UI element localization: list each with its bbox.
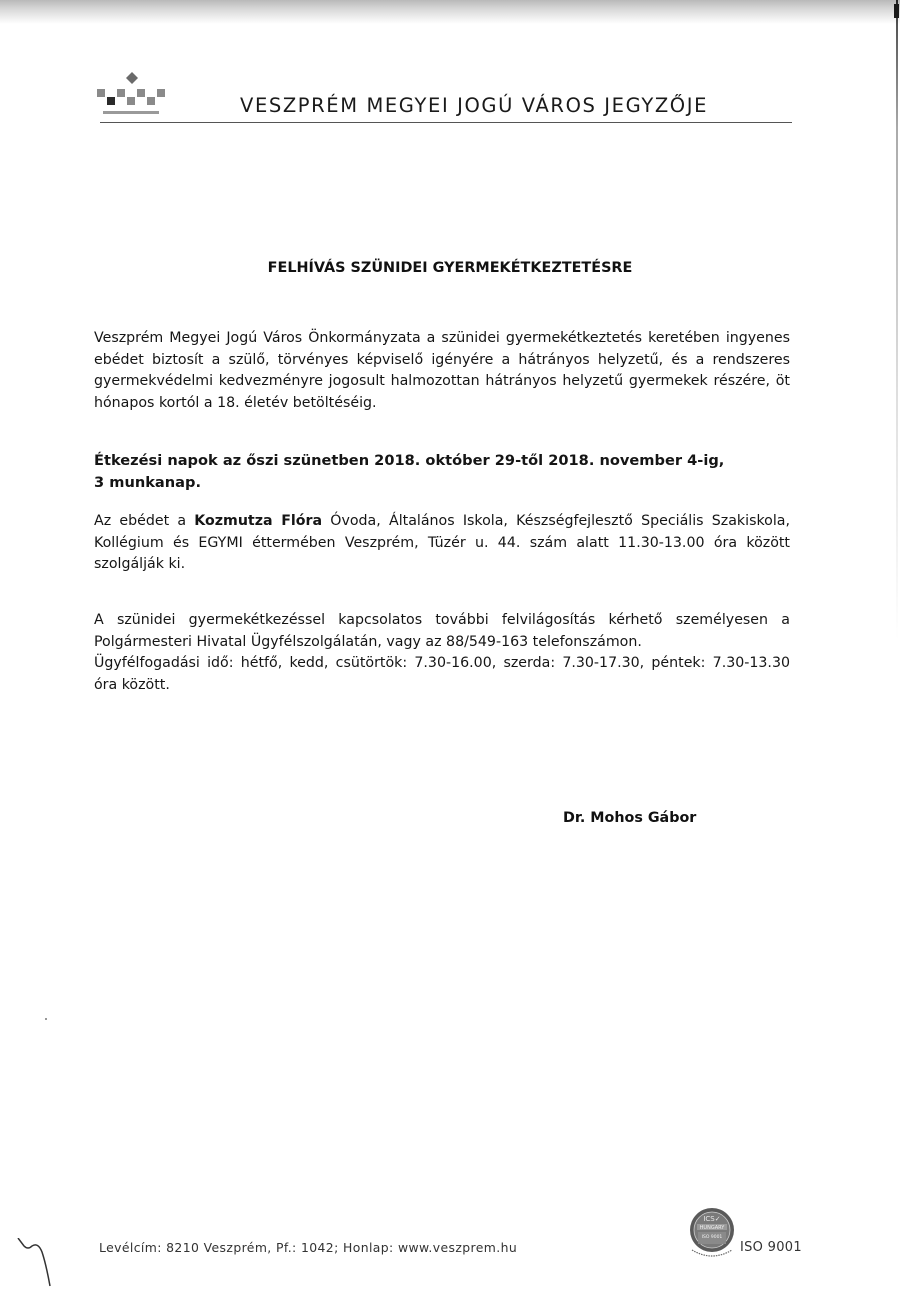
ics-hungary-iso-seal-icon: [688, 1206, 736, 1262]
city-crest-checkerboard-icon: [96, 70, 168, 120]
scan-edge-right: [896, 0, 898, 640]
header-divider: [100, 122, 792, 123]
venue-name: Kozmutza Flóra: [194, 513, 323, 529]
venue-prefix: Az ebédet a: [94, 513, 195, 529]
meal-days-notice: [94, 450, 790, 493]
venue-details: Óvoda, Általános Iskola, Készségfejlesztő Speciális Szakiskola, Kollégium és EGYMI éttermében Veszprém, Tüzér u. 44. szám alatt 11.30-13.00 óra között szolgálják ki.: [94, 513, 790, 572]
signatory-name: Dr. Mohos Gábor: [563, 810, 697, 826]
svg-text:ISO 9001: ISO 9001: [701, 1235, 723, 1240]
iso-certification-label: ISO 9001: [740, 1240, 802, 1255]
organization-title: VESZPRÉM MEGYEI JOGÚ VÁROS JEGYZŐJE: [240, 94, 709, 117]
office-hours: Ügyfélfogadási idő: hétfő, kedd, csütörtök: 7.30-16.00, szerda: 7.30-17.30, péntek: 7.30-13.30 óra között.: [94, 655, 790, 693]
document-title: FELHÍVÁS SZÜNIDEI GYERMEKÉTKEZTETÉSRE: [267, 260, 633, 276]
svg-text:HUNGARY: HUNGARY: [699, 1225, 725, 1231]
meal-days-count: 3 munkanap.: [94, 473, 202, 491]
contact-info: A szünidei gyermekétkezéssel kapcsolatos további felvilágosítás kérhető személyesen a Polgármesteri Hivatal Ügyfélszolgálatán, vagy az 88/549-163 telefonszámon.: [94, 612, 790, 650]
meal-days-dates: Étkezési napok az őszi szünetben 2018. október 29-től 2018. november 4-ig,: [94, 452, 725, 469]
pen-mark: [10, 1238, 55, 1288]
intro-paragraph: Veszprém Megyei Jogú Város Önkormányzata a szünidei gyermekétkeztetés keretében ingyenes ebédet biztosít a szülő, törvényes képviselő igényére a hátrányos helyzetű, és a rendszeres gyermekvédelmi kedvezményre jogosult halmozottan hátrányos helyzetű gyermekek részére, öt hónapos kortól a 18. életév betöltéséig.: [94, 330, 790, 411]
svg-text:ICS✓: ICS✓: [703, 1215, 721, 1223]
footer-address: Levélcím: 8210 Veszprém, Pf.: 1042; Honlap: www.veszprem.hu: [99, 1240, 518, 1255]
venue-paragraph: [94, 511, 790, 576]
scan-edge-shadow: [0, 0, 900, 24]
contact-paragraph: [94, 610, 790, 696]
scan-edge-mark: [894, 4, 899, 18]
scan-speck: [45, 1018, 47, 1020]
